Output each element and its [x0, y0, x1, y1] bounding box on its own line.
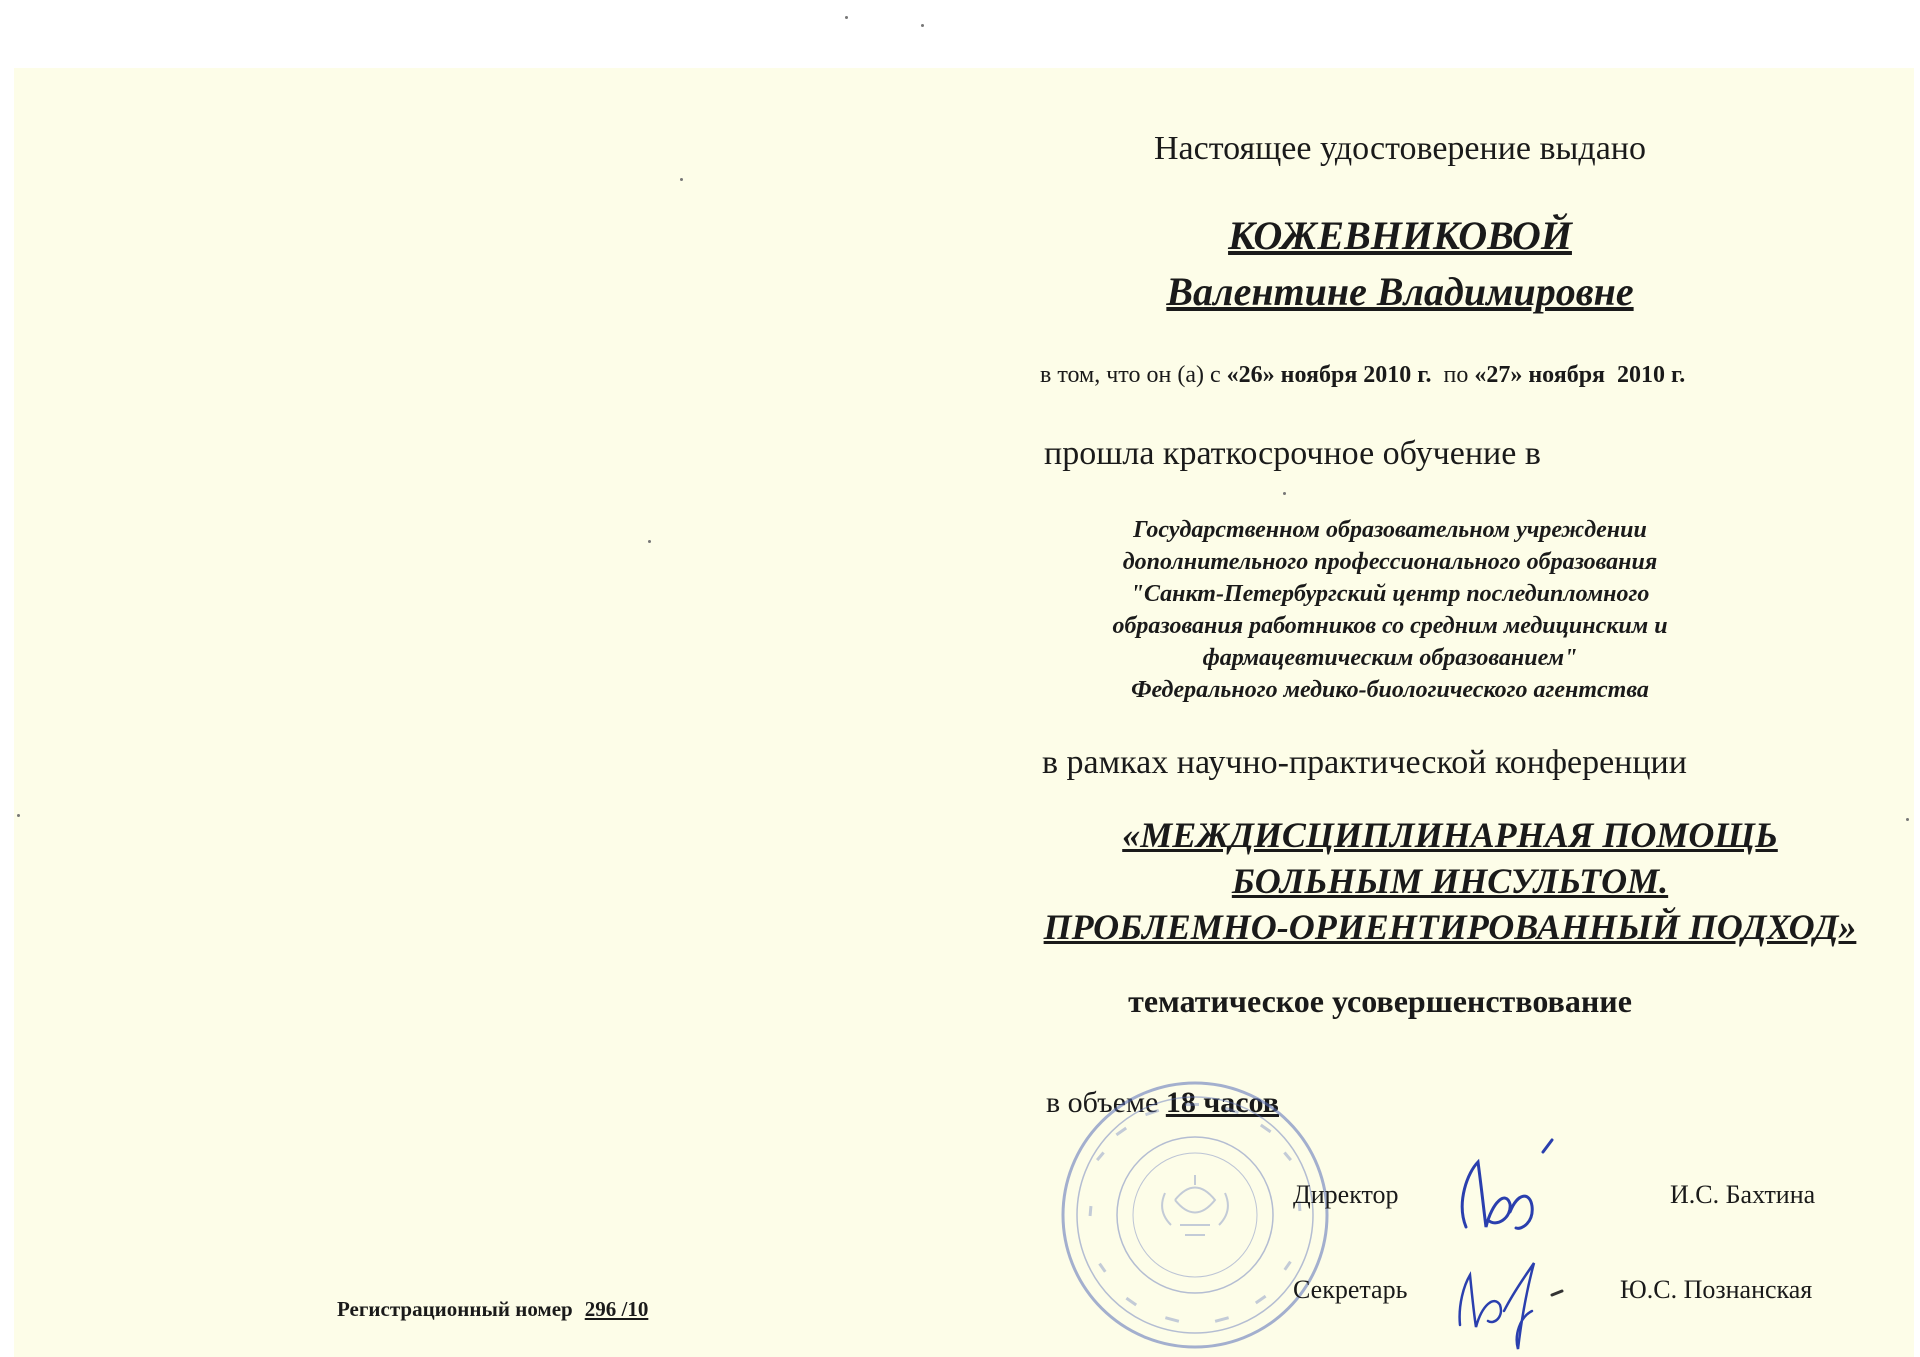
recipient-surname: КОЖЕВНИКОВОЙ [1228, 213, 1572, 258]
end-month: ноября [1528, 362, 1606, 388]
organization-line: Государственном образовательном учреждении [1133, 517, 1647, 543]
official-stamp [1055, 1075, 1335, 1355]
paper-speck [17, 814, 20, 817]
organization-line: образования работников со средним медицинским и [1112, 613, 1668, 639]
volume-hours: 18 часов [1165, 1086, 1280, 1119]
end-year: 2010 г. [1617, 362, 1686, 388]
secretary-role: Секретарь [1293, 1275, 1408, 1304]
registration-number [337, 1297, 648, 1322]
secretary-name: Ю.С. Познанская [1620, 1275, 1813, 1304]
secretary-signature [1448, 1245, 1568, 1355]
paper-speck [648, 540, 651, 543]
paper-speck [845, 16, 848, 19]
paper-speck [680, 178, 683, 181]
end-day: «27» [1474, 362, 1523, 388]
dates-by: по [1443, 362, 1469, 388]
conference-title [1000, 812, 1900, 950]
registration-value: 296 /10 [584, 1297, 649, 1321]
certificate-intro: Настоящее удостоверение выдано [1153, 130, 1646, 167]
director-role: Директор [1293, 1180, 1399, 1209]
paper-speck [1906, 818, 1909, 821]
conference-title-line: «МЕЖДИСЦИПЛИНАРНАЯ ПОМОЩЬ [1122, 815, 1778, 855]
conference-title-line: ПРОБЛЕМНО-ОРИЕНТИРОВАННЫЙ ПОДХОД» [1043, 907, 1857, 947]
organization-block [1040, 514, 1740, 706]
organization-line: "Санкт-Петербургский центр последипломного [1130, 581, 1650, 607]
organization-line: дополнительного профессионального образования [1122, 549, 1658, 575]
start-year: 2010 г. [1363, 362, 1432, 388]
start-day: «26» [1226, 362, 1275, 388]
registration-label: Регистрационный номер [337, 1297, 573, 1321]
improvement-type: тематическое усовершенствование [1128, 983, 1632, 1019]
study-line: прошла краткосрочное обучение в [1044, 435, 1541, 472]
conference-line: в рамках научно-практической конференции [1042, 744, 1687, 781]
director-name: И.С. Бахтина [1670, 1180, 1816, 1209]
start-month: ноября [1280, 362, 1358, 388]
volume-prefix: в объеме [1046, 1086, 1159, 1119]
dates-prefix: в том, что он (а) с [1040, 362, 1221, 388]
conference-title-line: БОЛЬНЫМ ИНСУЛЬТОМ. [1231, 861, 1669, 901]
recipient-given-names: Валентине Владимировне [1166, 269, 1634, 314]
study-dates [1040, 362, 1685, 389]
organization-line: Федерального медико-биологического агентства [1131, 677, 1649, 703]
paper-speck [1283, 492, 1286, 495]
director-signature [1448, 1132, 1568, 1262]
certificate-sheet [14, 68, 1914, 1357]
paper-speck [921, 24, 924, 27]
organization-line: фармацевтическим образованием" [1202, 645, 1578, 671]
